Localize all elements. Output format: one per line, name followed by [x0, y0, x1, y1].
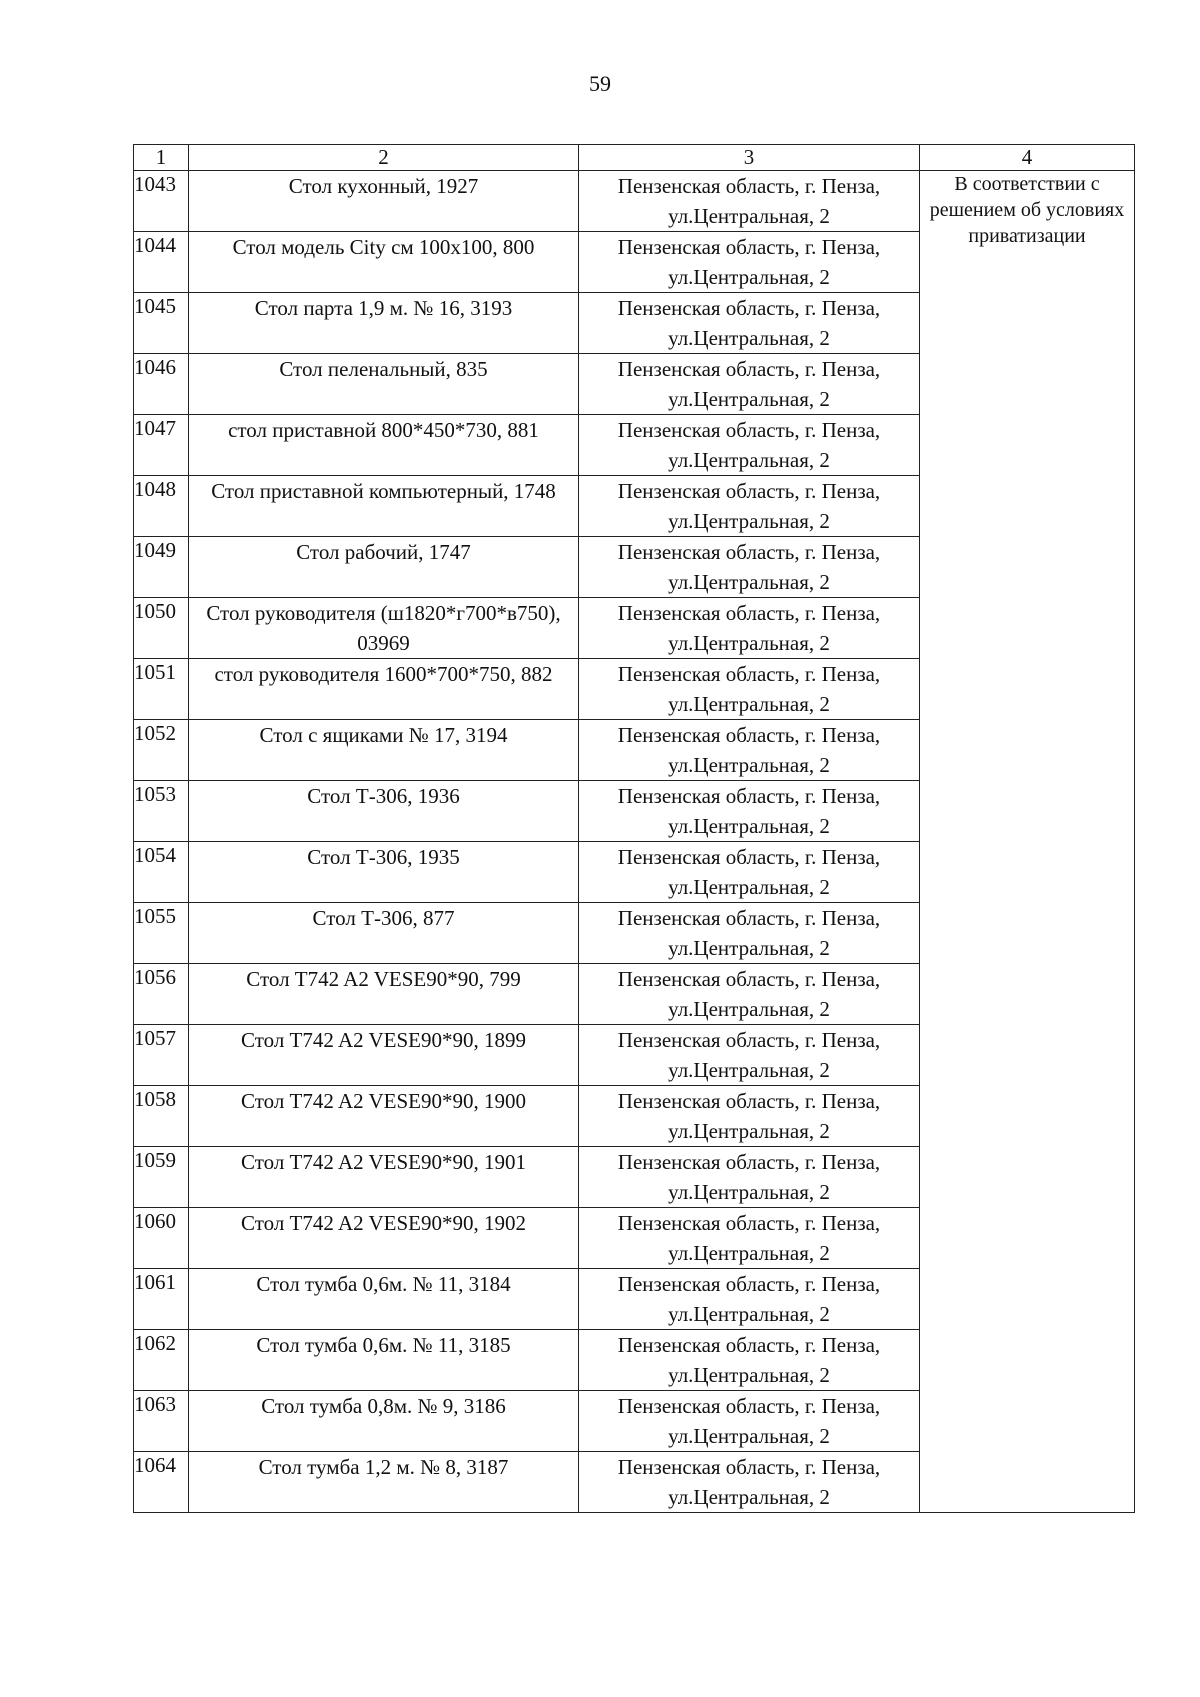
row-number: 1059 — [134, 1147, 189, 1208]
address-line-2: ул.Центральная, 2 — [668, 448, 830, 472]
column-header-2: 2 — [189, 145, 579, 171]
address-line-2: ул.Центральная, 2 — [668, 326, 830, 350]
item-name: стол приставной 800*450*730, 881 — [189, 415, 579, 476]
address-line-2: ул.Центральная, 2 — [668, 631, 830, 655]
address-line-1: Пензенская область, г. Пенза, — [617, 357, 881, 381]
address-line-1: Пензенская область, г. Пенза, — [617, 601, 881, 625]
address-line-2: ул.Центральная, 2 — [668, 1180, 830, 1204]
address-line-1: Пензенская область, г. Пенза, — [617, 1455, 881, 1479]
item-address — [579, 1452, 920, 1513]
address-line-2: ул.Центральная, 2 — [668, 814, 830, 838]
privatization-condition: В соответствии с решением об условиях приватизации — [920, 171, 1135, 1513]
row-number: 1043 — [134, 171, 189, 232]
item-address — [579, 842, 920, 903]
row-number: 1054 — [134, 842, 189, 903]
item-address — [579, 1086, 920, 1147]
address-line-2: ул.Центральная, 2 — [668, 570, 830, 594]
row-number: 1058 — [134, 1086, 189, 1147]
row-number: 1055 — [134, 903, 189, 964]
item-name: Стол рабочий, 1747 — [189, 537, 579, 598]
item-name: Стол T742 A2 VESE90*90, 1902 — [189, 1208, 579, 1269]
address-line-2: ул.Центральная, 2 — [668, 1302, 830, 1326]
address-line-1: Пензенская область, г. Пенза, — [617, 1333, 881, 1357]
item-name: Стол кухонный, 1927 — [189, 171, 579, 232]
item-address — [579, 903, 920, 964]
address-line-2: ул.Центральная, 2 — [668, 1485, 830, 1509]
address-line-1: Пензенская область, г. Пенза, — [617, 174, 881, 198]
row-number: 1048 — [134, 476, 189, 537]
item-name: Стол парта 1,9 м. № 16, 3193 — [189, 293, 579, 354]
address-line-2: ул.Центральная, 2 — [668, 1363, 830, 1387]
address-line-1: Пензенская область, г. Пенза, — [617, 1272, 881, 1296]
address-line-1: Пензенская область, г. Пенза, — [617, 1150, 881, 1174]
address-line-2: ул.Центральная, 2 — [668, 875, 830, 899]
row-number: 1063 — [134, 1391, 189, 1452]
item-address — [579, 1208, 920, 1269]
item-name: Стол T742 A2 VESE90*90, 799 — [189, 964, 579, 1025]
address-line-1: Пензенская область, г. Пенза, — [617, 723, 881, 747]
address-line-2: ул.Центральная, 2 — [668, 997, 830, 1021]
address-line-1: Пензенская область, г. Пенза, — [617, 1211, 881, 1235]
row-number: 1056 — [134, 964, 189, 1025]
item-address — [579, 171, 920, 232]
address-line-2: ул.Центральная, 2 — [668, 936, 830, 960]
row-number: 1051 — [134, 659, 189, 720]
item-address — [579, 476, 920, 537]
table-header-row — [134, 145, 1135, 171]
item-name: Стол Т-306, 1936 — [189, 781, 579, 842]
item-address — [579, 293, 920, 354]
row-number: 1044 — [134, 232, 189, 293]
item-name: Стол пеленальный, 835 — [189, 354, 579, 415]
address-line-1: Пензенская область, г. Пенза, — [617, 418, 881, 442]
row-number: 1053 — [134, 781, 189, 842]
item-name: Стол Т-306, 877 — [189, 903, 579, 964]
item-address — [579, 598, 920, 659]
table-body — [134, 171, 1135, 1513]
item-name: Стол тумба 1,2 м. № 8, 3187 — [189, 1452, 579, 1513]
item-name: Стол руководителя (ш1820*г700*в750), 03969 — [189, 598, 579, 659]
address-line-1: Пензенская область, г. Пенза, — [617, 784, 881, 808]
address-line-2: ул.Центральная, 2 — [668, 204, 830, 228]
row-number: 1064 — [134, 1452, 189, 1513]
address-line-2: ул.Центральная, 2 — [668, 1241, 830, 1265]
address-line-2: ул.Центральная, 2 — [668, 692, 830, 716]
address-line-2: ул.Центральная, 2 — [668, 1424, 830, 1448]
asset-table — [133, 144, 1135, 1513]
address-line-2: ул.Центральная, 2 — [668, 1119, 830, 1143]
item-name: Стол модель City см 100х100, 800 — [189, 232, 579, 293]
row-number: 1057 — [134, 1025, 189, 1086]
row-number: 1047 — [134, 415, 189, 476]
column-header-3: 3 — [579, 145, 920, 171]
row-number: 1052 — [134, 720, 189, 781]
item-address — [579, 1025, 920, 1086]
address-line-1: Пензенская область, г. Пенза, — [617, 540, 881, 564]
address-line-2: ул.Центральная, 2 — [668, 387, 830, 411]
address-line-1: Пензенская область, г. Пенза, — [617, 235, 881, 259]
item-name: Стол с ящиками № 17, 3194 — [189, 720, 579, 781]
address-line-1: Пензенская область, г. Пенза, — [617, 479, 881, 503]
column-header-1: 1 — [134, 145, 189, 171]
row-number: 1060 — [134, 1208, 189, 1269]
address-line-2: ул.Центральная, 2 — [668, 1058, 830, 1082]
item-address — [579, 1147, 920, 1208]
item-name: Стол T742 A2 VESE90*90, 1900 — [189, 1086, 579, 1147]
column-header-4: 4 — [920, 145, 1135, 171]
address-line-1: Пензенская область, г. Пенза, — [617, 1028, 881, 1052]
address-line-1: Пензенская область, г. Пенза, — [617, 845, 881, 869]
item-address — [579, 659, 920, 720]
item-name: Стол T742 A2 VESE90*90, 1901 — [189, 1147, 579, 1208]
item-name: Стол приставной компьютерный, 1748 — [189, 476, 579, 537]
page-number: 59 — [589, 71, 611, 96]
item-address — [579, 781, 920, 842]
address-line-1: Пензенская область, г. Пенза, — [617, 296, 881, 320]
address-line-1: Пензенская область, г. Пенза, — [617, 906, 881, 930]
row-number: 1061 — [134, 1269, 189, 1330]
row-number: 1046 — [134, 354, 189, 415]
item-name: Стол тумба 0,6м. № 11, 3185 — [189, 1330, 579, 1391]
address-line-1: Пензенская область, г. Пенза, — [617, 1394, 881, 1418]
item-address — [579, 232, 920, 293]
item-address — [579, 1330, 920, 1391]
row-number: 1050 — [134, 598, 189, 659]
address-line-1: Пензенская область, г. Пенза, — [617, 967, 881, 991]
table-row — [134, 171, 1135, 232]
item-name: стол руководителя 1600*700*750, 882 — [189, 659, 579, 720]
item-name: Стол тумба 0,6м. № 11, 3184 — [189, 1269, 579, 1330]
item-address — [579, 1269, 920, 1330]
address-line-2: ул.Центральная, 2 — [668, 509, 830, 533]
address-line-1: Пензенская область, г. Пенза, — [617, 1089, 881, 1113]
item-name: Стол T742 A2 VESE90*90, 1899 — [189, 1025, 579, 1086]
item-address — [579, 354, 920, 415]
item-address — [579, 537, 920, 598]
address-line-1: Пензенская область, г. Пенза, — [617, 662, 881, 686]
item-name: Стол Т-306, 1935 — [189, 842, 579, 903]
row-number: 1049 — [134, 537, 189, 598]
item-name: Стол тумба 0,8м. № 9, 3186 — [189, 1391, 579, 1452]
address-line-2: ул.Центральная, 2 — [668, 753, 830, 777]
item-address — [579, 720, 920, 781]
row-number: 1062 — [134, 1330, 189, 1391]
address-line-2: ул.Центральная, 2 — [668, 265, 830, 289]
item-address — [579, 1391, 920, 1452]
row-number: 1045 — [134, 293, 189, 354]
item-address — [579, 415, 920, 476]
item-address — [579, 964, 920, 1025]
